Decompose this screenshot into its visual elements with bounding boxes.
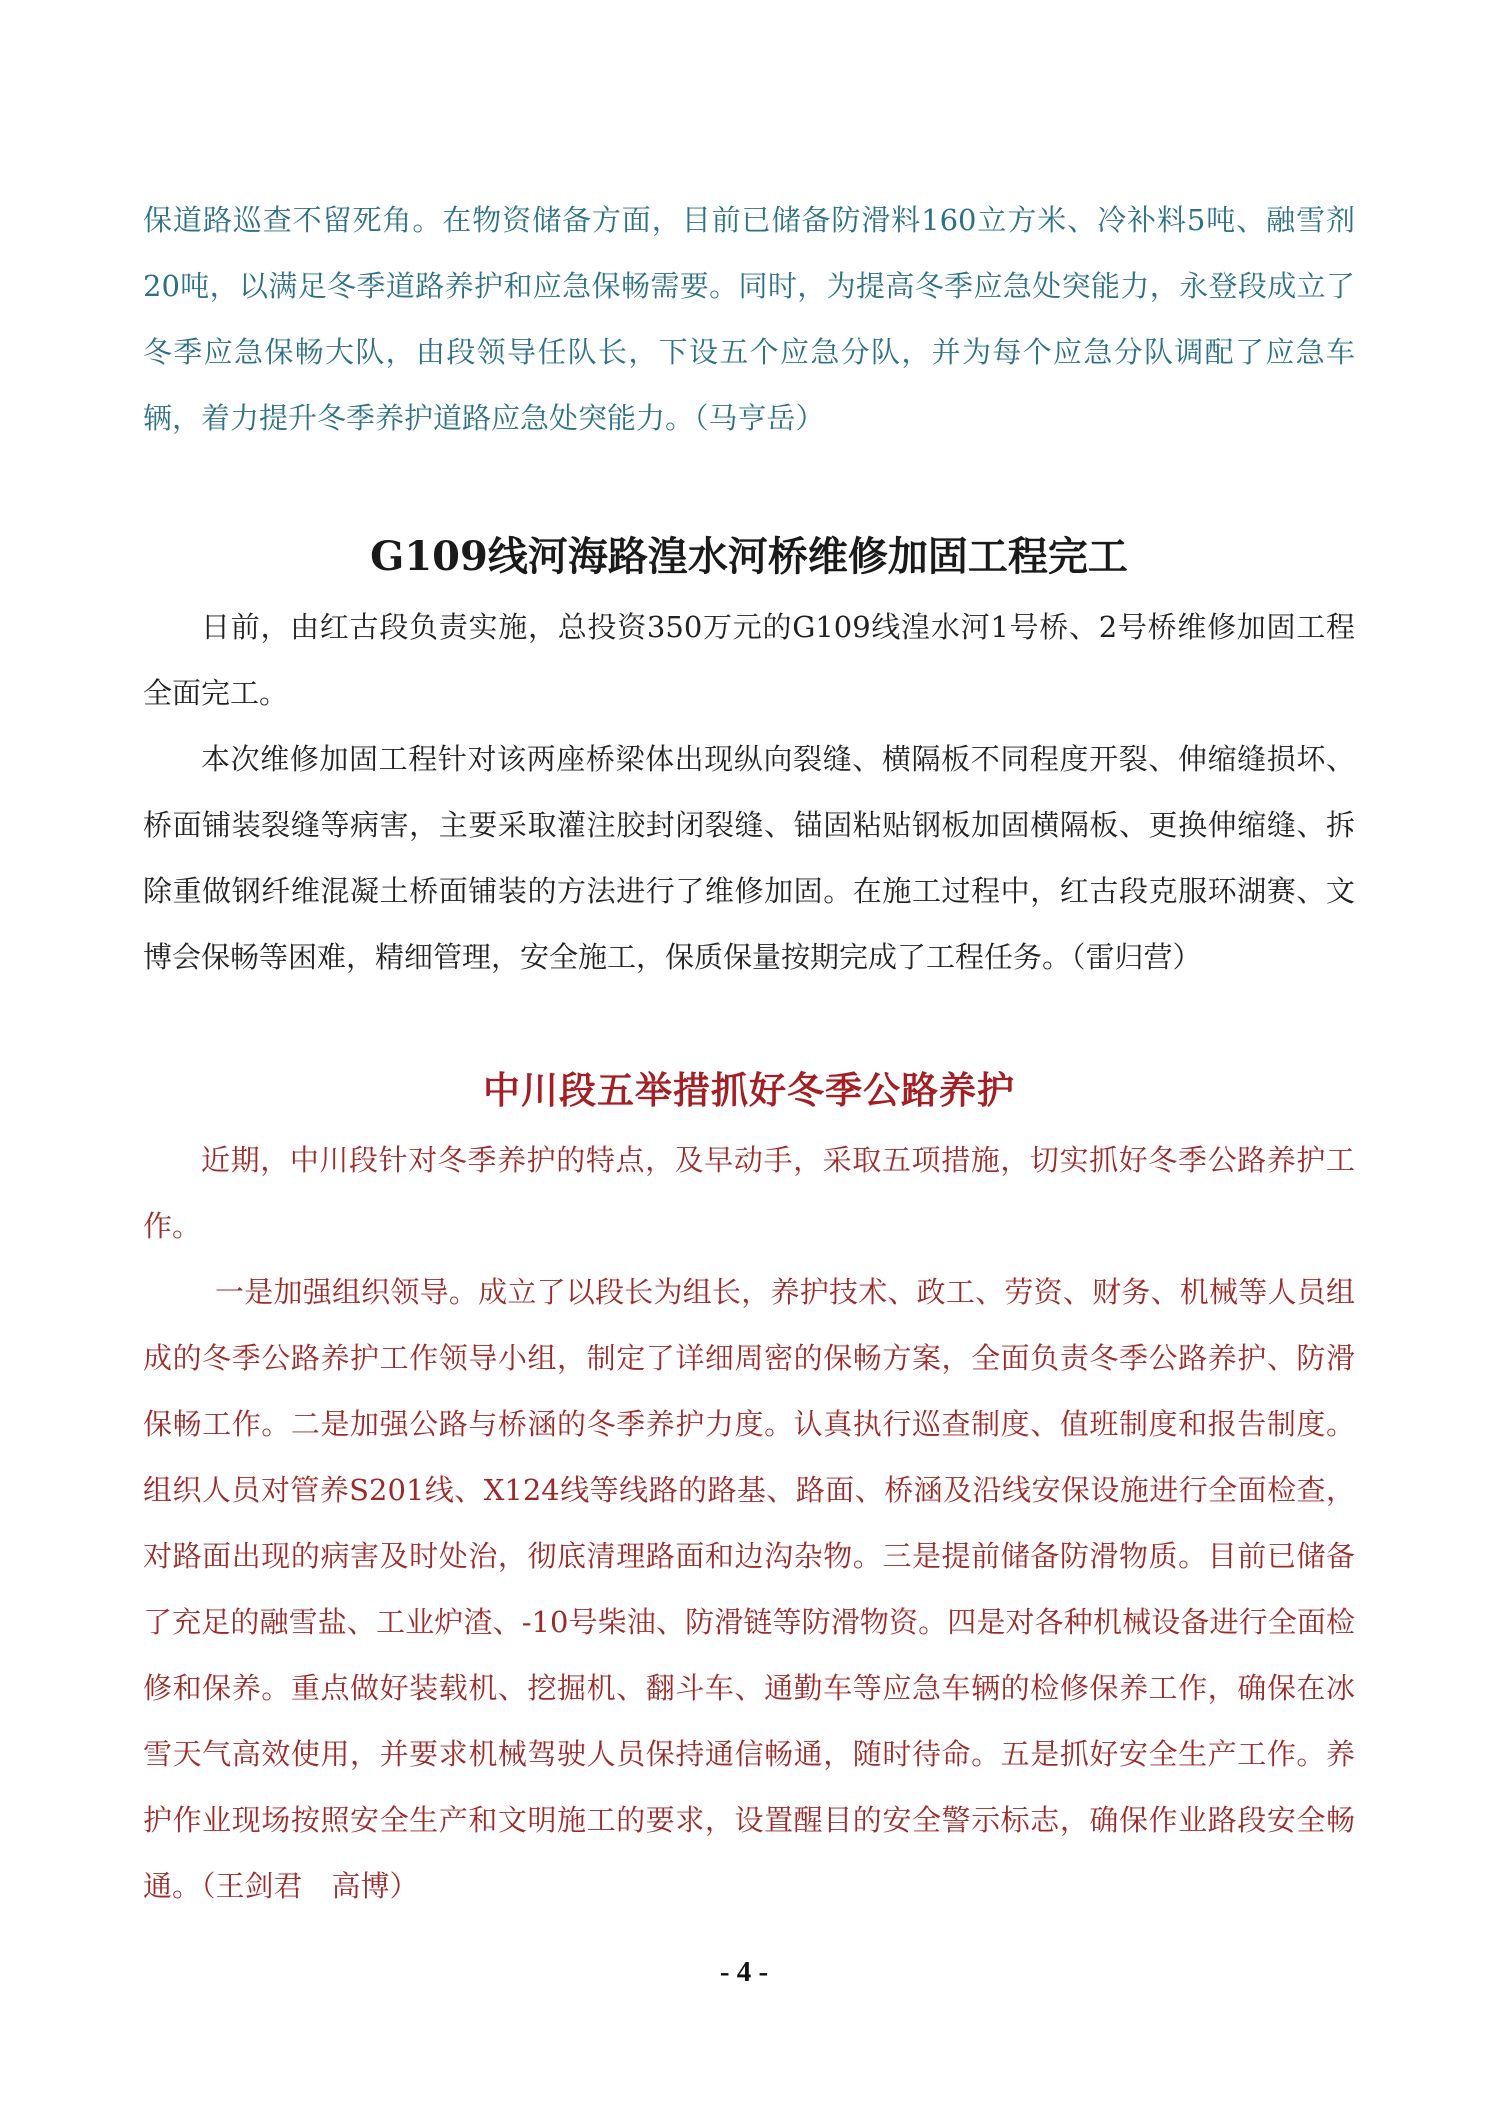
section3-paragraph-1: 近期，中川段针对冬季养护的特点，及早动手，采取五项措施，切实抓好冬季公路养护工作。 [143, 1143, 1355, 1243]
section3-paragraph-2: 一是加强组织领导。成立了以段长为组长，养护技术、政工、劳资、财务、机械等人员组成的冬季公路养护工作领导小组，制定了详细周密的保畅方案，全面负责冬季公路养护、防滑保畅工作。二是加强公路与桥涵的冬季养护力度。认真执行巡查制度、值班制度和报告制度。组织人员对管养S201线、X124线等线路的路基、路面、桥涵及沿线安保设施进行全面检查，对路面出现的病害及时处治，彻底清理路面和边沟杂物。三是提前储备防滑物质。目前已储备了充足的融雪盐、工业炉渣、-10号柴油、防滑链等防滑物资。四是对各种机械设备进行全面检修和保养。重点做好装载机、挖掘机、翻斗车、通勤车等应急车辆的检修保养工作，确保在冰雪天气高效使用，并要求机械驾驶人员保持通信畅通，随时待命。五是抓好安全生产工作。养护作业现场按照安全生产和文明施工的要求，设置醒目的安全警示标志，确保作业路段安全畅通。（王剑君 高博） [143, 1275, 1355, 1903]
section2-title: G109线河海路湟水河桥维修加固工程完工 [370, 533, 1128, 580]
section1-paragraph: 保道路巡查不留死角。在物资储备方面，目前已储备防滑料160立方米、冷补料5吨、融雪剂20吨，以满足冬季道路养护和应急保畅需要。同时，为提高冬季应急处突能力，永登段成立了冬季应急保畅大队，由段领导任队长，下设五个应急分队，并为每个应急分队调配了应急车辆，着力提升冬季养护道路应急处突能力。（马亨岳） [143, 203, 1355, 435]
section2-paragraph-1: 日前，由红古段负责实施，总投资350万元的G109线湟水河1号桥、2号桥维修加固工程全面完工。 [143, 610, 1355, 710]
page-number: - 4 - [719, 1956, 769, 1988]
section2-paragraph-2: 本次维修加固工程针对该两座桥梁体出现纵向裂缝、横隔板不同程度开裂、伸缩缝损坏、桥面铺装裂缝等病害，主要采取灌注胶封闭裂缝、锚固粘贴钢板加固横隔板、更换伸缩缝、拆除重做钢纤维混凝土桥面铺装的方法进行了维修加固。在施工过程中，红古段克服环湖赛、文博会保畅等困难，精细管理，安全施工，保质保量按期完成了工程任务。（雷归营） [143, 742, 1355, 974]
section3-title: 中川段五举措抓好冬季公路养护 [483, 1069, 1015, 1112]
